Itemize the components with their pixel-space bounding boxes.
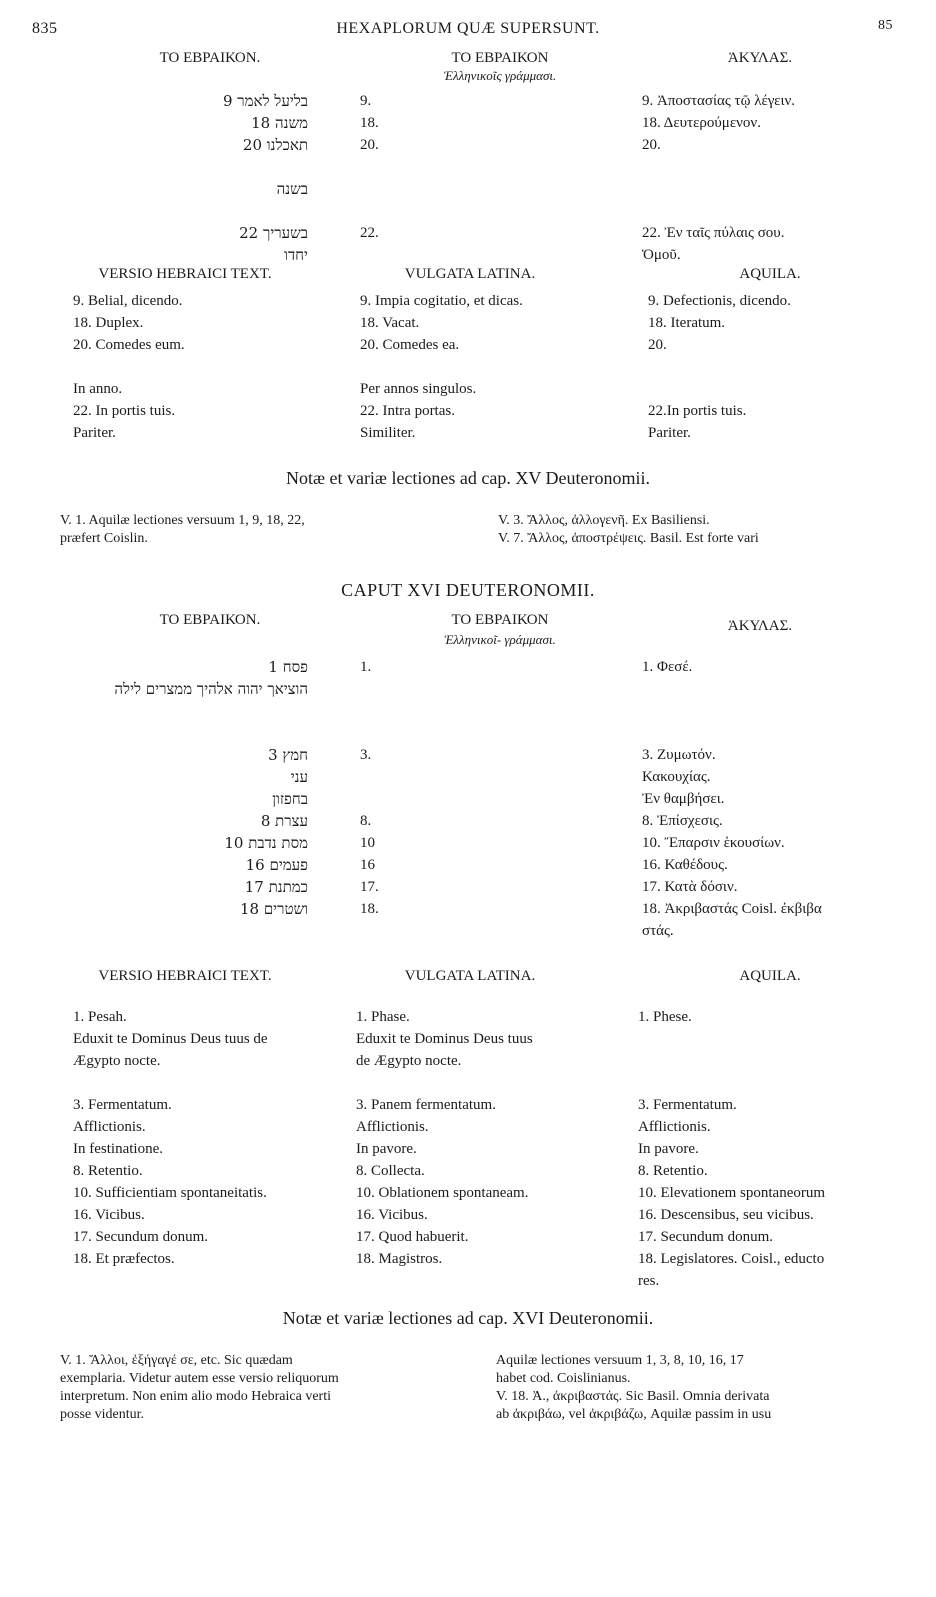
lat-header-aquila: AQUILA. xyxy=(739,968,801,984)
aquila-line: 18. Δευτερούμενον. xyxy=(642,115,761,131)
greek-line: 16 xyxy=(360,857,375,873)
notes-xvi-right xyxy=(496,1352,934,1424)
versio-line: Ægypto nocte. xyxy=(73,1053,161,1069)
note-line: V. 1. Aquilæ lectiones versuum 1, 9, 18, 22, xyxy=(60,513,305,528)
greek-line xyxy=(360,788,620,810)
aquila-latin-line: Pariter. xyxy=(648,425,691,441)
aquila-latin-line: 1. Phese. xyxy=(638,1009,692,1025)
versio-line: 18. Duplex. xyxy=(73,315,144,331)
versio-line: 18. Et præfectos. xyxy=(73,1251,175,1267)
note-line: V. 1. Ἄλλοι, ἐξήγαγέ σε, etc. Sic quædam xyxy=(60,1353,293,1368)
vulgata-line: 18. Vacat. xyxy=(360,315,420,331)
greek-line: 17. xyxy=(360,879,379,895)
hebrew-line: 18 משנה xyxy=(251,114,308,132)
note-line: V. 18. Ἀ., ἀκριβαστάς. Sic Basil. Omnia derivata xyxy=(496,1389,770,1404)
versio-line: Afflictionis. xyxy=(73,1119,146,1135)
aquila-line: Ἐν θαμβήσει. xyxy=(642,791,725,807)
greek-line: 1. xyxy=(360,659,372,675)
versio-line: 3. Fermentatum. xyxy=(73,1097,172,1113)
lat-header-aquila: AQUILA. xyxy=(739,266,801,282)
greek-line xyxy=(360,700,620,722)
aquila-line: 18. Ἀκριβαστάς Coisl. ἐκβιβα xyxy=(642,901,822,917)
xvi-aquila-column xyxy=(642,656,928,942)
versio-line: 22. In portis tuis. xyxy=(73,403,176,419)
vulgata-line: 9. Impia cogitatio, et dicas. xyxy=(360,293,523,309)
versio-line: In festinatione. xyxy=(73,1141,163,1157)
aquila-line: 17. Κατὰ δόσιν. xyxy=(642,879,738,895)
greek-line: 9. xyxy=(360,93,372,109)
aquila-latin-line: 18. Iteratum. xyxy=(648,315,726,331)
aquila-line: Κακουχίας. xyxy=(642,769,711,785)
notes-xvi-left xyxy=(60,1352,490,1424)
vulgata-line: In pavore. xyxy=(356,1141,417,1157)
note-line: habet cod. Coislinianus. xyxy=(496,1371,631,1386)
greek-line xyxy=(360,156,620,178)
greek-line: 8. xyxy=(360,813,372,829)
aquila-line: 3. Ζυμωτόν. xyxy=(642,747,716,763)
col-header-hebrew: ΤΟ ΕΒΡΑΙΚΟΝ. xyxy=(159,50,261,66)
vulgata-line: 17. Quod habuerit. xyxy=(356,1229,469,1245)
vulgata-line: 20. Comedes ea. xyxy=(360,337,460,353)
versio-line: Eduxit te Dominus Deus tuus de xyxy=(73,1031,268,1047)
hebrew-line: יחדו xyxy=(284,246,308,264)
versio-line xyxy=(73,356,353,378)
notes-title-xv: Notæ et variæ lectiones ad cap. XV Deuteronomii. xyxy=(285,468,651,488)
hebrew-line: 20 תאכלנו xyxy=(242,136,308,154)
hebrew-line: 1 פסח xyxy=(268,658,308,676)
hebrew-line: עני xyxy=(290,768,308,786)
running-title: HEXAPLORUM QUÆ SUPERSUNT. xyxy=(336,20,600,37)
note-line: præfert Coislin. xyxy=(60,531,148,546)
hebrew-line: הוציאך יהוה אלהיך ממצרים לילה xyxy=(114,680,308,698)
aquila-latin-line xyxy=(648,378,918,400)
xv-hebrew-column xyxy=(40,90,308,266)
hebrew-line xyxy=(40,722,308,744)
versio-line: 20. Comedes eum. xyxy=(73,337,185,353)
aquila-latin-line: 20. xyxy=(648,337,667,353)
greek-line: 18. xyxy=(360,115,379,131)
aquila-latin-line: 8. Retentio. xyxy=(638,1163,708,1179)
col-header-greek-sub: Ἑλληνικοῖ- γράμμασι. xyxy=(444,632,556,647)
col-header-aquila: ἈΚΥΛΑΣ. xyxy=(727,618,793,634)
versio-line xyxy=(73,1270,355,1292)
greek-line: 20. xyxy=(360,137,379,153)
aquila-latin-line xyxy=(638,1072,930,1094)
aquila-line: 20. xyxy=(642,137,661,153)
note-line: exemplaria. Videtur autem esse versio reliquorum xyxy=(60,1371,339,1386)
col-header-aquila: ἈΚΥΛΑΣ. xyxy=(727,50,793,66)
hebrew-line: 16 פעמים xyxy=(245,856,308,874)
hebrew-line: 10 מסת נדבת xyxy=(224,834,308,852)
xvi-versio-column xyxy=(73,1006,355,1292)
hebrew-line: 8 עצרת xyxy=(260,812,308,830)
caput-heading: CAPUT XVI DEUTERONOMII. xyxy=(341,580,595,600)
vulgata-line: Per annos singulos. xyxy=(360,381,477,397)
aquila-latin-line: 22.In portis tuis. xyxy=(648,403,747,419)
greek-line xyxy=(360,766,620,788)
hebrew-line: 3 חמץ xyxy=(268,746,308,764)
vulgata-line: 16. Vicibus. xyxy=(356,1207,428,1223)
col-header-greek-sub: Ἑλληνικοῖς γράμμασι. xyxy=(443,68,557,83)
aquila-line xyxy=(642,722,928,744)
vulgata-line: 1. Phase. xyxy=(356,1009,410,1025)
vulgata-line: 3. Panem fermentatum. xyxy=(356,1097,496,1113)
hebrew-line: 17 כמתנת xyxy=(244,878,308,896)
versio-line: 1. Pesah. xyxy=(73,1009,127,1025)
aquila-line xyxy=(642,200,922,222)
xvi-hebrew-column xyxy=(40,656,308,942)
aquila-latin-line: 16. Descensibus, seu vicibus. xyxy=(638,1207,814,1223)
greek-line: 3. xyxy=(360,747,372,763)
aquila-latin-line: 17. Secundum donum. xyxy=(638,1229,773,1245)
aquila-line xyxy=(642,678,928,700)
xv-aquila-column xyxy=(642,90,922,266)
aquila-line: στάς. xyxy=(642,923,674,939)
notes-xv-right xyxy=(498,512,934,548)
aquila-line: 10. Ἔπαρσιν ἑκουσίων. xyxy=(642,835,785,851)
aquila-line: 16. Καθέδους. xyxy=(642,857,728,873)
notes-xv-left xyxy=(60,512,480,548)
aquila-latin-line: 3. Fermentatum. xyxy=(638,1097,737,1113)
greek-line: 22. xyxy=(360,225,379,241)
xv-versio-column xyxy=(73,290,353,444)
greek-line xyxy=(360,244,620,266)
aquila-latin-line xyxy=(638,1028,930,1050)
greek-line xyxy=(360,200,620,222)
xv-vulgata-column xyxy=(360,290,630,444)
aquila-latin-line: Afflictionis. xyxy=(638,1119,711,1135)
xvi-aquila-latin-column xyxy=(638,1006,930,1292)
aquila-line: 22. Ἐν ταῖς πύλαις σου. xyxy=(642,225,785,241)
aquila-latin-line: 18. Legislatores. Coisl., educto xyxy=(638,1251,825,1267)
hebrew-line: בשנה xyxy=(276,180,308,198)
hebrew-line: 22 בשעריך xyxy=(239,224,308,242)
versio-line: 16. Vicibus. xyxy=(73,1207,145,1223)
note-line: V. 3. Ἄλλος, ἀλλογενῆ. Ex Basiliensi. xyxy=(498,513,710,528)
vulgata-line: Similiter. xyxy=(360,425,416,441)
greek-line xyxy=(360,678,620,700)
greek-line xyxy=(360,178,620,200)
vulgata-line xyxy=(360,356,630,378)
vulgata-line: 22. Intra portas. xyxy=(360,403,455,419)
lat-header-versio: VERSIO HEBRAICI TEXT. xyxy=(98,968,272,984)
versio-line: Pariter. xyxy=(73,425,116,441)
note-line: ab ἀκριβάω, vel ἀκριβάζω, Aquilæ passim in usu xyxy=(496,1407,772,1422)
aquila-latin-line: In pavore. xyxy=(638,1141,699,1157)
hebrew-line xyxy=(40,156,308,178)
versio-line: 9. Belial, dicendo. xyxy=(73,293,183,309)
greek-line: 10 xyxy=(360,835,375,851)
col-header-hebrew: ΤΟ ΕΒΡΑΙΚΟΝ. xyxy=(159,612,261,628)
xv-aquila-latin-column xyxy=(648,290,918,444)
note-line: Aquilæ lectiones versuum 1, 3, 8, 10, 16, 17 xyxy=(496,1353,744,1368)
aquila-line xyxy=(642,156,922,178)
page-number-right: 85 xyxy=(878,18,893,33)
xvi-greek-column xyxy=(360,656,620,942)
versio-line: 8. Retentio. xyxy=(73,1163,143,1179)
aquila-line xyxy=(642,178,922,200)
hebrew-line: בחפזון xyxy=(272,790,308,808)
aquila-line xyxy=(642,700,928,722)
versio-line: 10. Sufficientiam spontaneitatis. xyxy=(73,1185,267,1201)
xv-greek-column xyxy=(360,90,620,266)
note-line: V. 7. Ἄλλος, ἀποστρέψεις. Basil. Est forte vari xyxy=(498,531,759,546)
versio-line xyxy=(73,1072,355,1094)
hebrew-line xyxy=(40,920,308,942)
vulgata-line xyxy=(356,1270,626,1292)
note-line: posse videntur. xyxy=(60,1407,144,1422)
vulgata-line xyxy=(356,1072,626,1094)
lat-header-vulgata: VULGATA LATINA. xyxy=(404,266,536,282)
aquila-latin-line xyxy=(648,356,918,378)
aquila-line: 9. Ἀποστασίας τῷ λέγειν. xyxy=(642,93,796,109)
col-header-greek: ΤΟ ΕΒΡΑΙΚΟΝ xyxy=(451,50,549,66)
aquila-latin-line xyxy=(638,1050,930,1072)
vulgata-line: 8. Collecta. xyxy=(356,1163,425,1179)
vulgata-line: 18. Magistros. xyxy=(356,1251,443,1267)
vulgata-line: Afflictionis. xyxy=(356,1119,429,1135)
xvi-vulgata-column xyxy=(356,1006,626,1292)
hebrew-line: 18 ושטרים xyxy=(239,900,308,918)
greek-line xyxy=(360,722,620,744)
aquila-line: 1. Φεσέ. xyxy=(642,659,693,675)
hebrew-line: 9 בליעל לאמר xyxy=(222,92,308,110)
greek-line: 18. xyxy=(360,901,379,917)
hebrew-line xyxy=(40,700,308,722)
aquila-line: 8. Ἐπίσχεσις. xyxy=(642,813,723,829)
lat-header-versio: VERSIO HEBRAICI TEXT. xyxy=(98,266,272,282)
note-line: interpretum. Non enim alio modo Hebraica verti xyxy=(60,1389,331,1404)
notes-title-xvi: Notæ et variæ lectiones ad cap. XVI Deuteronomii. xyxy=(282,1308,654,1328)
col-header-greek: ΤΟ ΕΒΡΑΙΚΟΝ xyxy=(451,612,549,628)
hebrew-line xyxy=(40,200,308,222)
vulgata-line: Eduxit te Dominus Deus tuus xyxy=(356,1031,533,1047)
greek-line xyxy=(360,920,620,942)
aquila-line: Ὁμοῦ. xyxy=(642,247,681,263)
page-number-left: 835 xyxy=(32,20,58,37)
versio-line: In anno. xyxy=(73,381,123,397)
vulgata-line: de Ægypto nocte. xyxy=(356,1053,462,1069)
vulgata-line: 10. Oblationem spontaneam. xyxy=(356,1185,529,1201)
lat-header-vulgata: VULGATA LATINA. xyxy=(404,968,536,984)
aquila-latin-line: res. xyxy=(638,1273,660,1289)
versio-line: 17. Secundum donum. xyxy=(73,1229,208,1245)
aquila-latin-line: 9. Defectionis, dicendo. xyxy=(648,293,791,309)
aquila-latin-line: 10. Elevationem spontaneorum xyxy=(638,1185,826,1201)
